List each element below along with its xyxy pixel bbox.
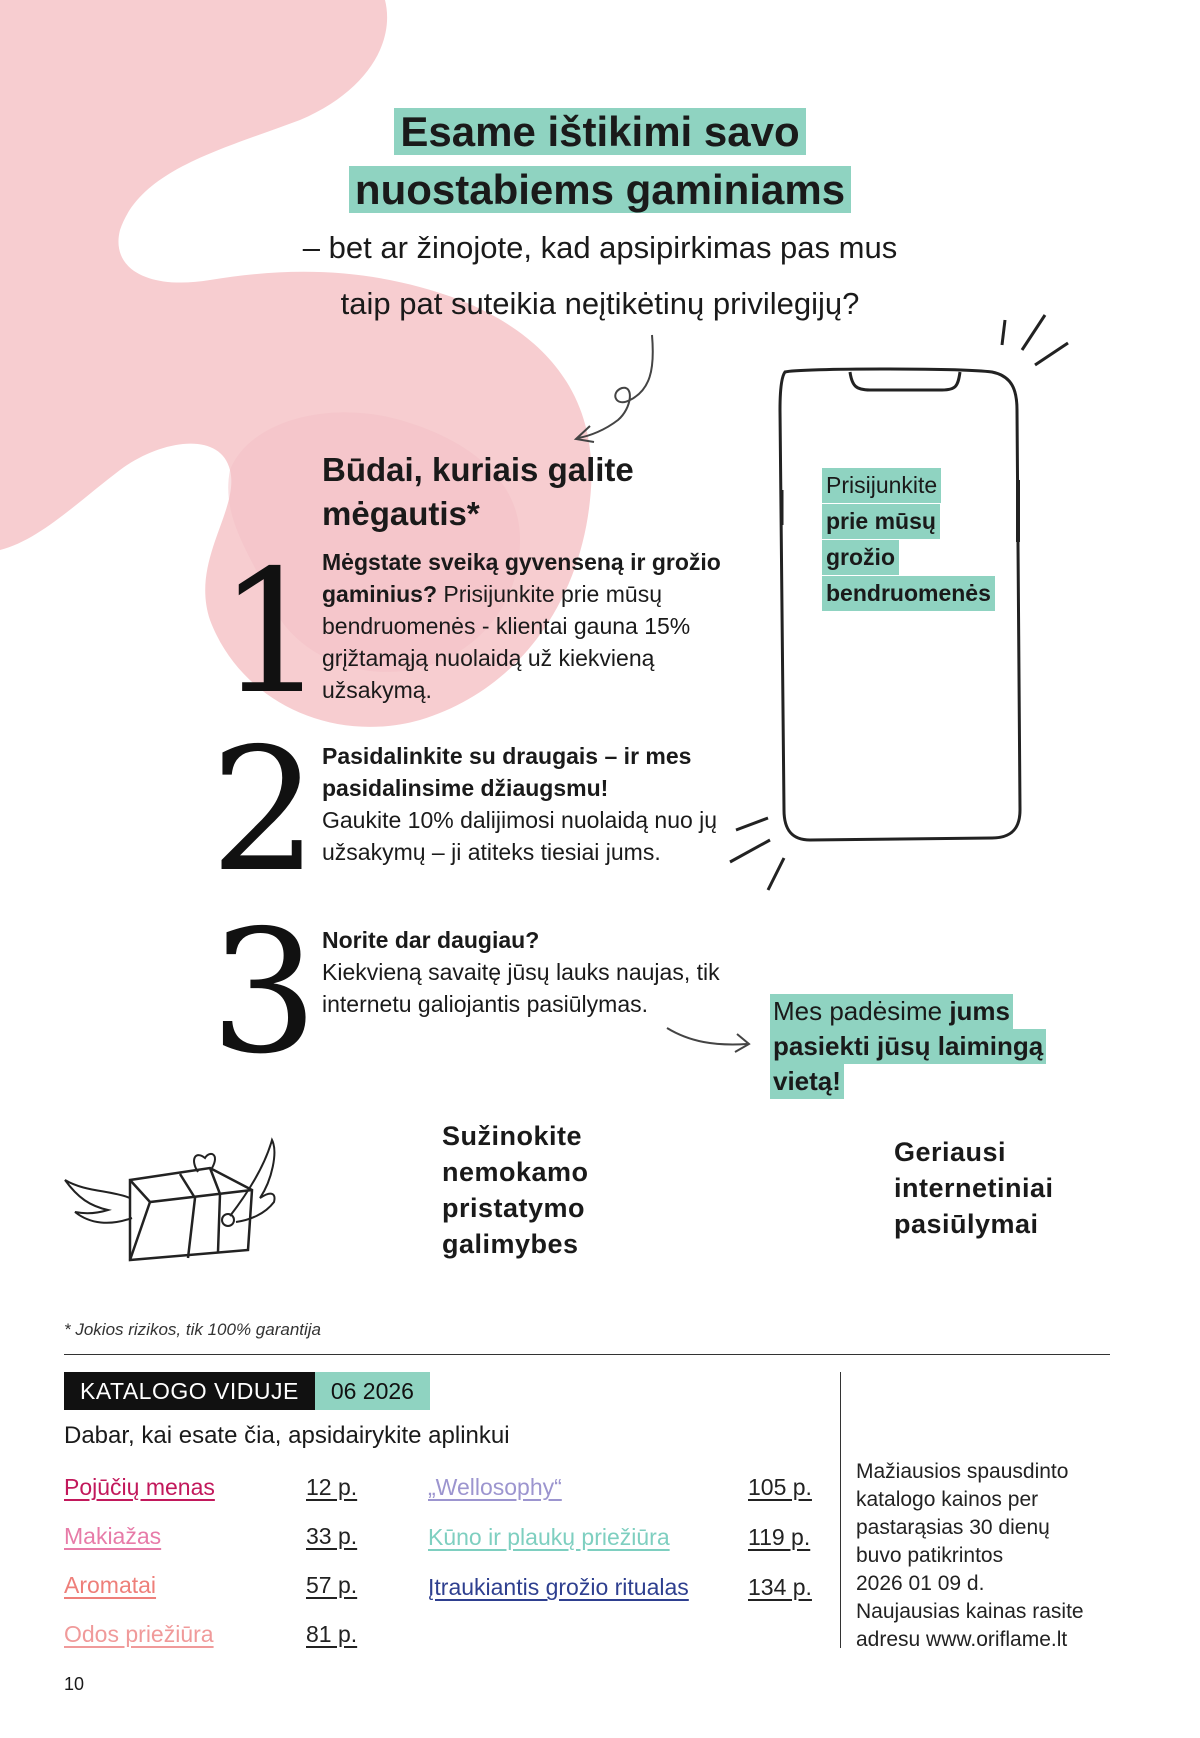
step-3-number: 3 [210,894,319,1092]
headline-line-2 [0,164,1200,216]
right-arrow-icon [665,1020,755,1060]
step-3-text [322,924,722,1020]
price-note-line-4: buvo patikrintos [856,1544,1004,1567]
promo-text [770,994,1046,1099]
toc-row[interactable] [428,1474,818,1514]
price-note-line-3: pastarąsias 30 dienų [856,1516,1050,1539]
toc-row[interactable] [64,1621,364,1661]
catalog-tag-row [64,1372,430,1410]
step-2-body: Gaukite 10% dalijimosi nuolaidą nuo jų užsakymų – ji atiteks tiesiai jums. [322,807,718,865]
toc-link-label[interactable]: Odos priežiūra [64,1621,214,1647]
step-3-heading: Norite dar daugiau? [322,927,540,953]
catalog-issue-tag: 06 2026 [315,1372,430,1410]
toc-row[interactable] [64,1572,364,1612]
headline-line-1 [0,106,1200,158]
headline-text-2: nuostabiems gaminiams [349,166,851,213]
subtitle-line-2: taip pat suteikia neįtikėtinų privilegijų? [340,286,860,321]
ways-title-line-1: Būdai, kuriais galite [322,451,634,488]
delivery-line-1: Sužinokite [442,1121,583,1151]
offers-line-2: internetiniai [894,1173,1054,1203]
vertical-divider [840,1372,841,1648]
phone-line-3: grožio [822,540,899,575]
step-1-heading: Mėgstate sveiką gyvenseną ir grožio gaminius? [322,549,721,607]
offers-line-1: Geriausi [894,1137,1007,1167]
phone-line-2: prie mūsų [822,504,940,539]
toc-link-label[interactable]: Įtraukiantis grožio ritualas [428,1574,689,1600]
subtitle-line-1: – bet ar žinojote, kad apsipirkimas pas mus [302,230,898,265]
toc-link-label[interactable]: Kūno ir plaukų priežiūra [428,1524,670,1550]
divider-line [64,1354,1110,1355]
toc-page-number[interactable]: 12 p. [306,1474,358,1500]
footnote: * Jokios rizikos, tik 100% garantija [64,1320,322,1339]
toc-page-number[interactable]: 134 p. [748,1574,812,1600]
toc-row[interactable] [428,1524,818,1564]
ways-title-line-2: mėgautis* [322,495,480,532]
promo-line-1-normal: Mes padėsime [773,996,950,1026]
headline-text-1: Esame ištikimi savo [394,108,805,155]
promo-line-3: vietą! [773,1066,841,1096]
delivery-line-3: pristatymo [442,1193,586,1223]
step-2-heading: Pasidalinkite su draugais – ir mes pasidalinsime džiaugsmu! [322,743,692,801]
price-note [856,1458,1106,1654]
toc-page-number[interactable]: 33 p. [306,1523,358,1549]
price-note-line-2: katalogo kainos per [856,1488,1039,1511]
winged-gift-box-icon [60,1110,280,1270]
toc-link-label[interactable]: Pojūčių menas [64,1474,215,1500]
step-1-body: Prisijunkite prie mūsų bendruomenės - klientai gauna 15% grįžtamąją nuolaidą už kiekvieną užsakymą. [322,581,691,703]
toc-link-label[interactable]: „Wellosophy“ [428,1474,562,1500]
phone-screen-text [822,468,995,612]
step-2-text [322,740,752,868]
toc-page-number[interactable]: 105 p. [748,1474,812,1500]
promo-line-2: pasiekti jūsų laimingą [773,1031,1044,1061]
toc-row[interactable] [64,1523,364,1563]
delivery-line-2: nemokamo [442,1157,589,1187]
price-note-line-6: Naujausias kainas rasite [856,1600,1084,1623]
catalog-inside-tag: KATALOGO VIDUJE [64,1372,315,1410]
promo-line-1-bold: jums [949,996,1010,1026]
catalog-intro: Dabar, kai esate čia, apsidairykite aplinkui [64,1422,510,1449]
phone-line-1: Prisijunkite [822,468,941,503]
offers-line-3: pasiūlymai [894,1209,1039,1239]
price-note-line-5: 2026 01 09 d. [856,1572,985,1595]
toc-link-label[interactable]: Aromatai [64,1572,157,1598]
toc-page-number[interactable]: 119 p. [748,1524,811,1550]
step-1-text [322,546,752,706]
step-1-number: 1 [218,534,327,732]
toc-page-number[interactable]: 81 p. [306,1621,358,1647]
toc-page-number[interactable]: 57 p. [306,1572,358,1598]
step-2-number: 2 [210,712,319,910]
price-note-line-7: adresu www.oriflame.lt [856,1628,1068,1651]
toc-row[interactable] [64,1474,364,1514]
toc-link-label[interactable]: Makiažas [64,1523,162,1549]
toc-row[interactable] [428,1574,818,1614]
step-3-body: Kiekvieną savaitę jūsų lauks naujas, tik internetu galiojantis pasiūlymas. [322,959,720,1017]
free-delivery-feature [442,1118,589,1262]
page-number: 10 [64,1674,85,1694]
phone-line-4: bendruomenės [822,576,995,611]
curly-arrow-icon [560,330,680,450]
price-note-line-1: Mažiausios spausdinto [856,1460,1069,1483]
ways-title [322,448,634,536]
online-offers-feature [894,1134,1054,1242]
delivery-line-4: galimybes [442,1229,579,1259]
